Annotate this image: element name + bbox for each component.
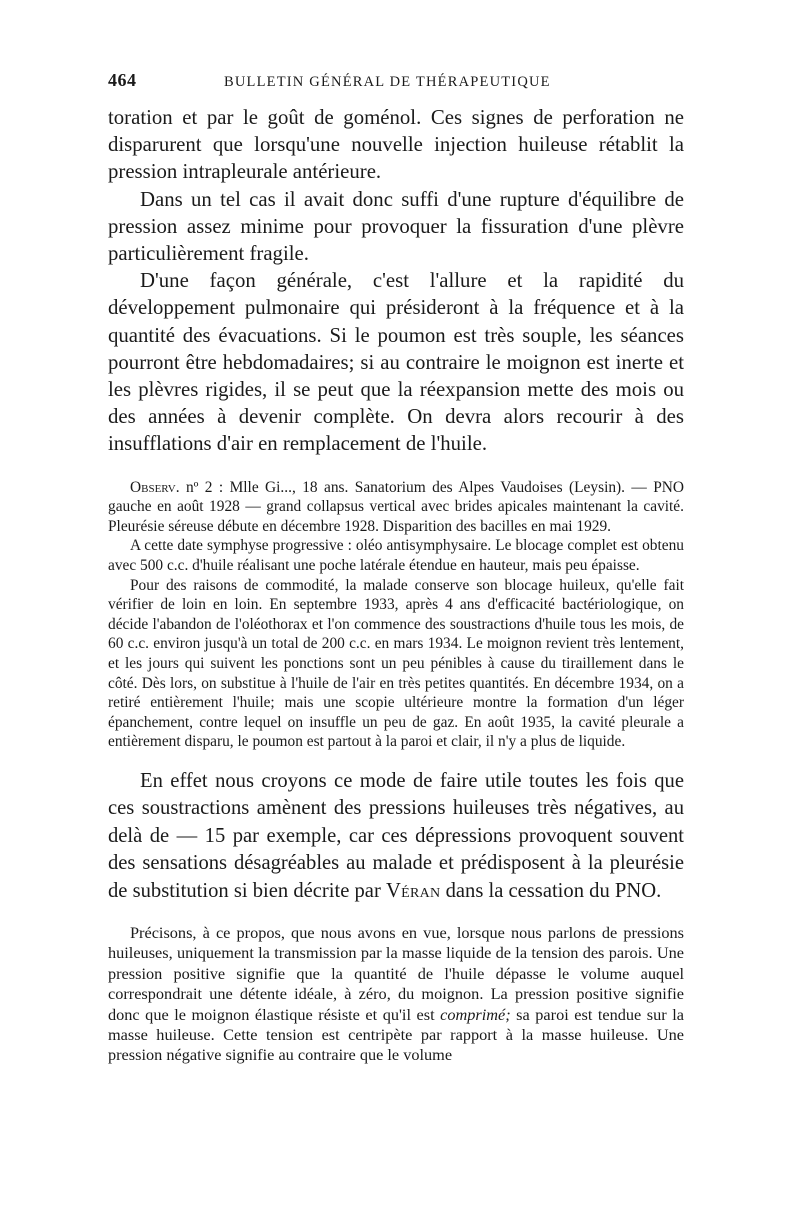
observation-paragraph: Pour des raisons de commodité, la malade conserve son blocage huileux, qu'elle fait vérifier de loin en loin. En septembre 1933, après 4 ans d'efficacité bactériologique, on décide l'abandon de l'oléothorax et l'on commence des soustractions d'huile tous les mois, de 60 c.c. environ jusqu'à un total de 200 c.c. en mars 1934. Le moignon revient très lentement, et les jours qui suivent les ponctions sont un peu pénibles à cause du tiraillement dans le côté. Dès lors, on substitue à l'huile de l'air en très petites quantités. En décembre 1934, on a retiré entièrement l'huile; mais une scopie ultérieure montre la formation d'un léger épanchement, contre lequel on insuffle un peu de gaz. En août 1935, la cavité pleurale a entièrement disparu, le poumon est partout à la paroi et clair, il n'y a plus de liquide. bbox=[108, 576, 684, 751]
observation-text: nº 2 : Mlle Gi..., 18 ans. Sanatorium des Alpes Vaudoises (Leysin). — PNO gauche en août 1928 — grand collapsus vertical avec brides apicales maintenant la cavité. Pleurésie séreuse débute en décembre 1928. Disparition des bacilles en mai 1929. bbox=[108, 478, 684, 535]
paragraph: D'une façon générale, c'est l'allure et la rapidité du développement pulmonaire qui présideront à la fréquence et à la quantité des évacuations. Si le poumon est très souple, les séances pourront être hebdomadaires; si au contraire le moignon est inerte et les plèvres rigides, il se peut que la réexpansion mette des mois ou des années à devenir complète. On devra alors recourir à des insufflations d'air en remplacement de l'huile. bbox=[108, 269, 684, 456]
paragraph-text: dans la cessation du PNO. bbox=[440, 879, 662, 902]
page bbox=[108, 70, 684, 1066]
paragraph bbox=[108, 768, 684, 905]
observation-paragraph bbox=[108, 478, 684, 537]
paragraph bbox=[108, 923, 684, 1066]
observation-paragraph: A cette date symphyse progressive : oléo antisymphysaire. Le blocage complet est obtenu avec 500 c.c. d'huile réalisant une poche latérale étendue en hauteur, mais peu épaisse. bbox=[108, 537, 684, 575]
paragraph-text: sa paroi est tendue sur la masse huileuse. Cette tension est centripète par rapport à la masse huileuse. Une pression négative signifie au contraire que le volume bbox=[108, 1004, 684, 1065]
running-title: BULLETIN GÉNÉRAL DE THÉRAPEUTIQUE bbox=[224, 74, 551, 90]
paragraph-text: En effet nous croyons ce mode de faire utile toutes les fois que ces soustractions amènent des pressions huileuses très négatives, au delà de — 15 par exemple, car ces dépressions provoquent souvent des sensations désagréables au malade et prédisposent à la pleurésie de substitution si bien décrite par bbox=[108, 769, 684, 902]
paragraph-text: Précisons, à ce propos, que nous avons en vue, lorsque nous parlons de pressions huileuses, uniquement la transmission par la masse liquide de la tension des parois. Une pression positive signifie que la quantité de l'huile dépasse le volume auquel correspondrait une détente idéale, à zéro, du moignon. La pression positive signifie donc que le moignon élastique résiste et qu'il est bbox=[108, 922, 684, 1024]
paragraph-continuation: toration et par le goût de goménol. Ces signes de perforation ne disparurent que lorsqu'une nouvelle injection huileuse rétablit la pression intrapleurale antérieure. bbox=[108, 106, 684, 184]
observation-label: Observ. bbox=[130, 478, 180, 496]
observation-block bbox=[108, 478, 684, 752]
emphasis-text: comprimé; bbox=[440, 1004, 511, 1024]
main-text-3 bbox=[108, 923, 684, 1066]
page-number: 464 bbox=[108, 70, 137, 90]
main-text-2 bbox=[108, 768, 684, 905]
page-header bbox=[108, 70, 684, 104]
main-text bbox=[108, 104, 684, 458]
paragraph: Dans un tel cas il avait donc suffi d'une rupture d'équilibre de pression assez minime pour provoquer la fissuration d'une plèvre particulièrement fragile. bbox=[108, 187, 684, 266]
author-name: Véran bbox=[385, 879, 441, 902]
